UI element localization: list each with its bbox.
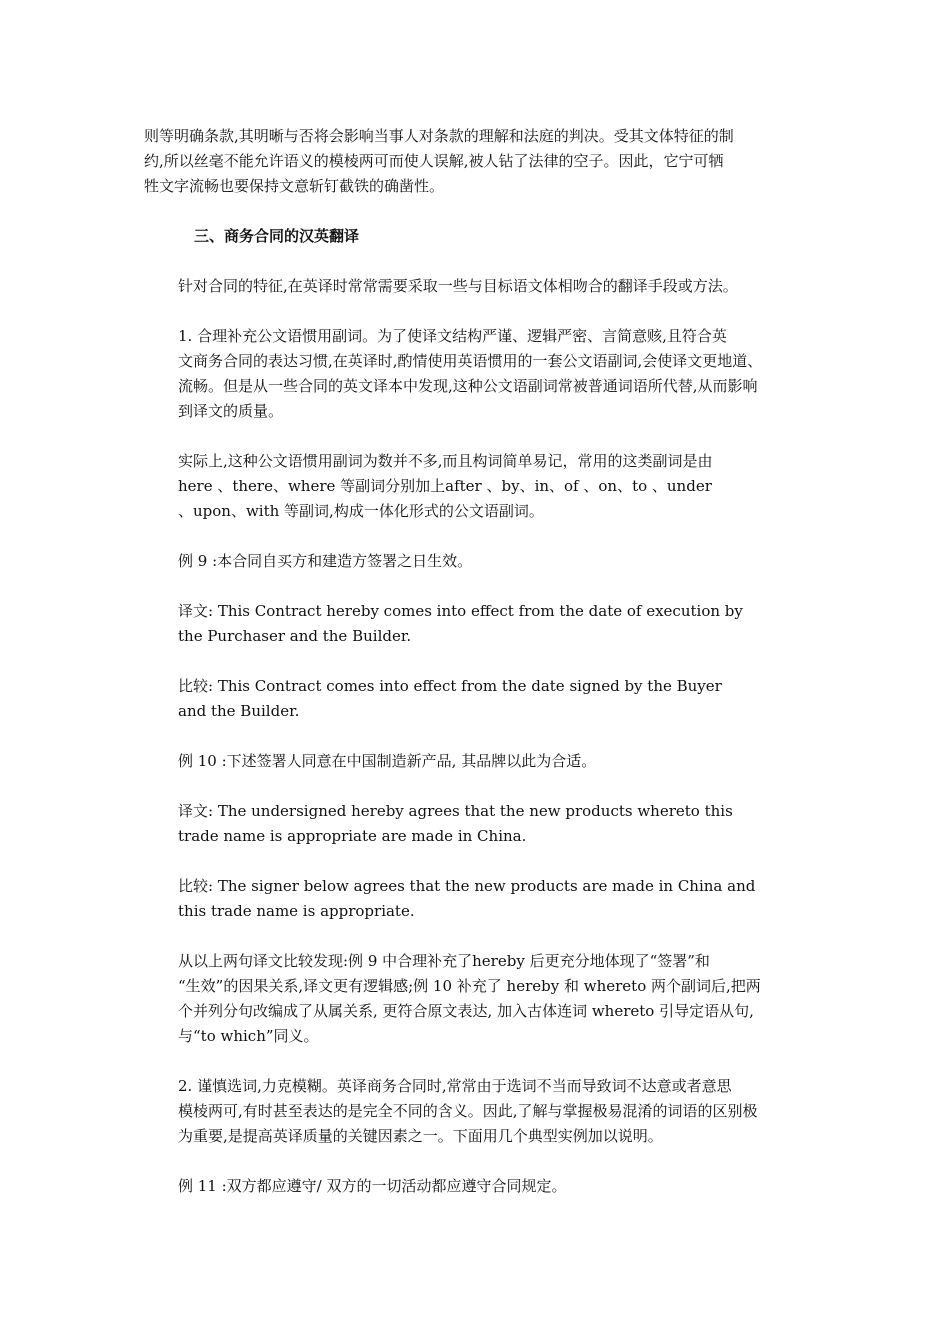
paragraph xyxy=(144,1074,808,1149)
text-line: 例 10 :下述签署人同意在中国制造新产品, 其品牌以此为合适。 xyxy=(178,752,597,770)
paragraph xyxy=(144,274,808,299)
paragraph xyxy=(144,324,808,424)
text-line: 1. 合理补充公文语惯用副词。为了使译文结构严谨、逻辑严密、言简意赅,且符合英 xyxy=(178,327,727,345)
text-line: trade name is appropriate are made in China. xyxy=(178,827,527,845)
paragraph xyxy=(144,1174,808,1199)
text-line: 到译文的质量。 xyxy=(178,402,284,420)
text-line: 与“to which”同义。 xyxy=(178,1027,319,1045)
text-line: 例 11 :双方都应遵守/ 双方的一切活动都应遵守合同规定。 xyxy=(178,1177,567,1195)
paragraph xyxy=(144,124,808,199)
text-line: 从以上两句译文比较发现:例 9 中合理补充了hereby 后更充分地体现了“签署”和 xyxy=(178,952,710,970)
text-line: the Purchaser and the Builder. xyxy=(178,627,412,645)
paragraph xyxy=(144,549,808,574)
paragraph xyxy=(144,874,808,924)
text-line: “生效”的因果关系,译文更有逻辑感;例 10 补充了 hereby 和 whereto 两个副词后,把两 xyxy=(178,977,761,995)
text-line: 2. 谨慎选词,力克模糊。英译商务合同时,常常由于选词不当而导致词不达意或者意思 xyxy=(178,1077,732,1095)
text-line: 、upon、with 等副词,构成一体化形式的公文语副词。 xyxy=(178,502,544,520)
text-line: 译文: The undersigned hereby agrees that the new products whereto this xyxy=(178,802,733,820)
section-heading xyxy=(144,224,808,249)
text-line: and the Builder. xyxy=(178,702,300,720)
text-line: 比较: The signer below agrees that the new products are made in China and xyxy=(178,877,756,895)
text-line: here 、there、where 等副词分别加上after 、by、in、of 、on、to 、under xyxy=(178,477,712,495)
text-line: 个并列分句改编成了从属关系, 更符合原文表达, 加入古体连词 whereto 引导定语从句, xyxy=(178,1002,754,1020)
text-line: 比较: This Contract comes into effect from the date signed by the Buyer xyxy=(178,677,722,695)
text-line: this trade name is appropriate. xyxy=(178,902,415,920)
paragraph xyxy=(144,674,808,724)
text-line: 例 9 :本合同自买方和建造方签署之日生效。 xyxy=(178,552,473,570)
paragraph xyxy=(144,949,808,1049)
paragraph xyxy=(144,799,808,849)
text-line: 译文: This Contract hereby comes into effect from the date of execution by xyxy=(178,602,743,620)
text-line: 则等明确条款,其明晰与否将会影响当事人对条款的理解和法庭的判决。受其文体特征的制 xyxy=(144,127,734,145)
paragraph xyxy=(144,749,808,774)
paragraph xyxy=(144,599,808,649)
text-line: 流畅。但是从一些合同的英文译本中发现,这种公文语副词常被普通词语所代替,从而影响 xyxy=(178,377,758,395)
text-line: 针对合同的特征,在英译时常常需要采取一些与目标语文体相吻合的翻译手段或方法。 xyxy=(178,277,738,295)
text-line: 文商务合同的表达习惯,在英译时,酌情使用英语惯用的一套公文语副词,会使译文更地道、 xyxy=(178,352,763,370)
text-line: 实际上,这种公文语惯用副词为数并不多,而且构词简单易记，常用的这类副词是由 xyxy=(178,452,713,470)
paragraph xyxy=(144,449,808,524)
text-line: 约,所以丝毫不能允许语义的模棱两可而使人误解,被人钻了法律的空子。因此，它宁可牺 xyxy=(144,152,724,170)
document-page xyxy=(144,124,808,1224)
text-line: 牲文字流畅也要保持文意斩钉截铁的确凿性。 xyxy=(144,177,445,195)
text-line: 模棱两可,有时甚至表达的是完全不同的含义。因此,了解与掌握极易混淆的词语的区别极 xyxy=(178,1102,758,1120)
text-line: 三、商务合同的汉英翻译 xyxy=(194,227,360,245)
text-line: 为重要,是提高英译质量的关键因素之一。下面用几个典型实例加以说明。 xyxy=(178,1127,663,1145)
